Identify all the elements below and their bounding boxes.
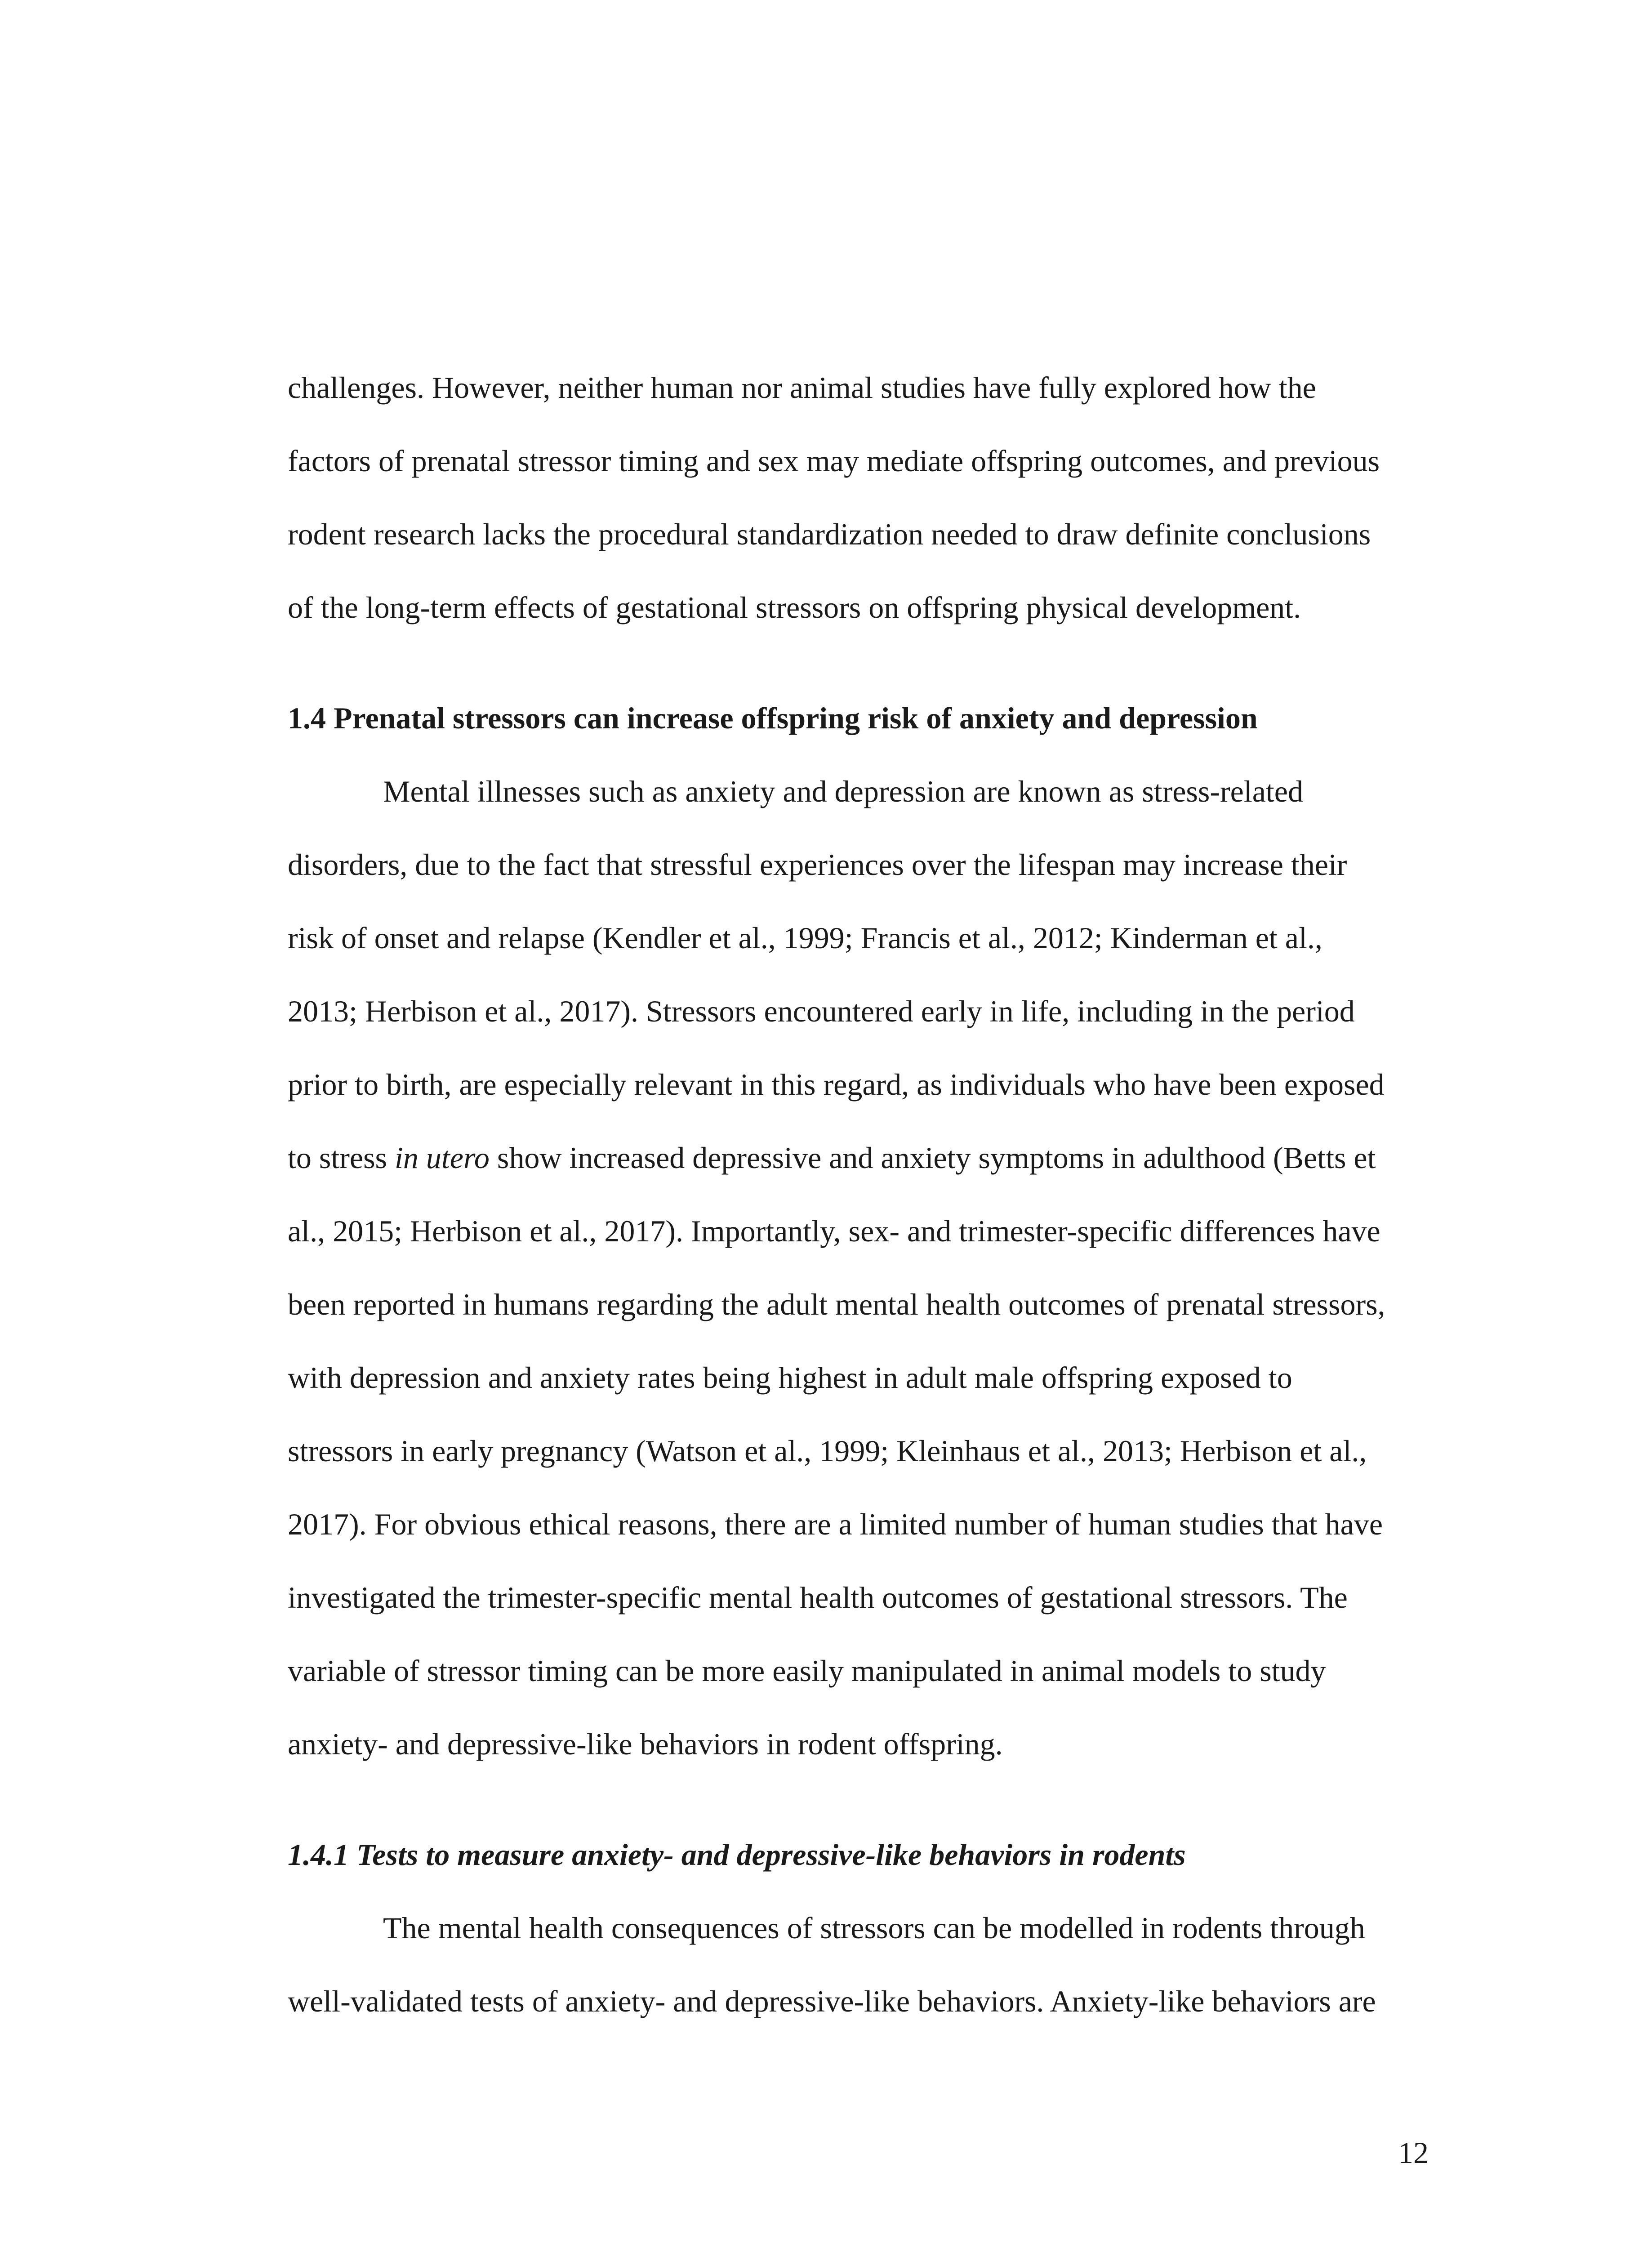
paragraph-line: anxiety- and depressive-like behaviors in rodent offspring. bbox=[288, 1727, 1003, 1761]
line-text: to stress bbox=[288, 1141, 395, 1175]
paragraph-line: prior to birth, are especially relevant in this regard, as individuals who have been exposed bbox=[288, 1067, 1385, 1102]
paragraph-line: risk of onset and relapse (Kendler et al., 1999; Francis et al., 2012; Kinderman et al., bbox=[288, 921, 1322, 955]
page-number: 12 bbox=[1398, 2136, 1429, 2170]
line-text: show increased depressive and anxiety symptoms in adulthood (Betts et bbox=[489, 1141, 1376, 1175]
paragraph-line: been reported in humans regarding the adult mental health outcomes of prenatal stressors, bbox=[288, 1287, 1385, 1321]
paragraph-line: al., 2015; Herbison et al., 2017). Importantly, sex- and trimester-specific differences have bbox=[288, 1214, 1380, 1248]
paragraph-line: disorders, due to the fact that stressful experiences over the lifespan may increase their bbox=[288, 847, 1347, 882]
paragraph-line: 2017). For obvious ethical reasons, there are a limited number of human studies that have bbox=[288, 1507, 1383, 1541]
paragraph-line: with depression and anxiety rates being highest in adult male offspring exposed to bbox=[288, 1360, 1292, 1395]
italic-term: in utero bbox=[395, 1141, 490, 1175]
paragraph-line: well-validated tests of anxiety- and depressive-like behaviors. Anxiety-like behaviors are bbox=[288, 1984, 1376, 2018]
paragraph-line: variable of stressor timing can be more easily manipulated in animal models to study bbox=[288, 1654, 1326, 1688]
paragraph-line: stressors in early pregnancy (Watson et al., 1999; Kleinhaus et al., 2013; Herbison et al., bbox=[288, 1434, 1367, 1468]
paragraph-line: rodent research lacks the procedural standardization needed to draw definite conclusions bbox=[288, 517, 1371, 551]
paragraph-line: Mental illnesses such as anxiety and depression are known as stress-related bbox=[383, 774, 1303, 808]
paragraph-line bbox=[288, 1140, 1376, 1176]
section-heading: 1.4 Prenatal stressors can increase offspring risk of anxiety and depression bbox=[288, 701, 1258, 735]
subsection-heading: 1.4.1 Tests to measure anxiety- and depressive-like behaviors in rodents bbox=[288, 1838, 1186, 1872]
paragraph-line: 2013; Herbison et al., 2017). Stressors encountered early in life, including in the period bbox=[288, 994, 1355, 1028]
paragraph-line: challenges. However, neither human nor animal studies have fully explored how the bbox=[288, 370, 1316, 405]
paragraph-line: investigated the trimester-specific mental health outcomes of gestational stressors. The bbox=[288, 1580, 1348, 1615]
paragraph-line: factors of prenatal stressor timing and sex may mediate offspring outcomes, and previous bbox=[288, 444, 1380, 478]
paragraph-line: of the long-term effects of gestational stressors on offspring physical development. bbox=[288, 590, 1301, 624]
paragraph-line: The mental health consequences of stressors can be modelled in rodents through bbox=[383, 1911, 1365, 1945]
